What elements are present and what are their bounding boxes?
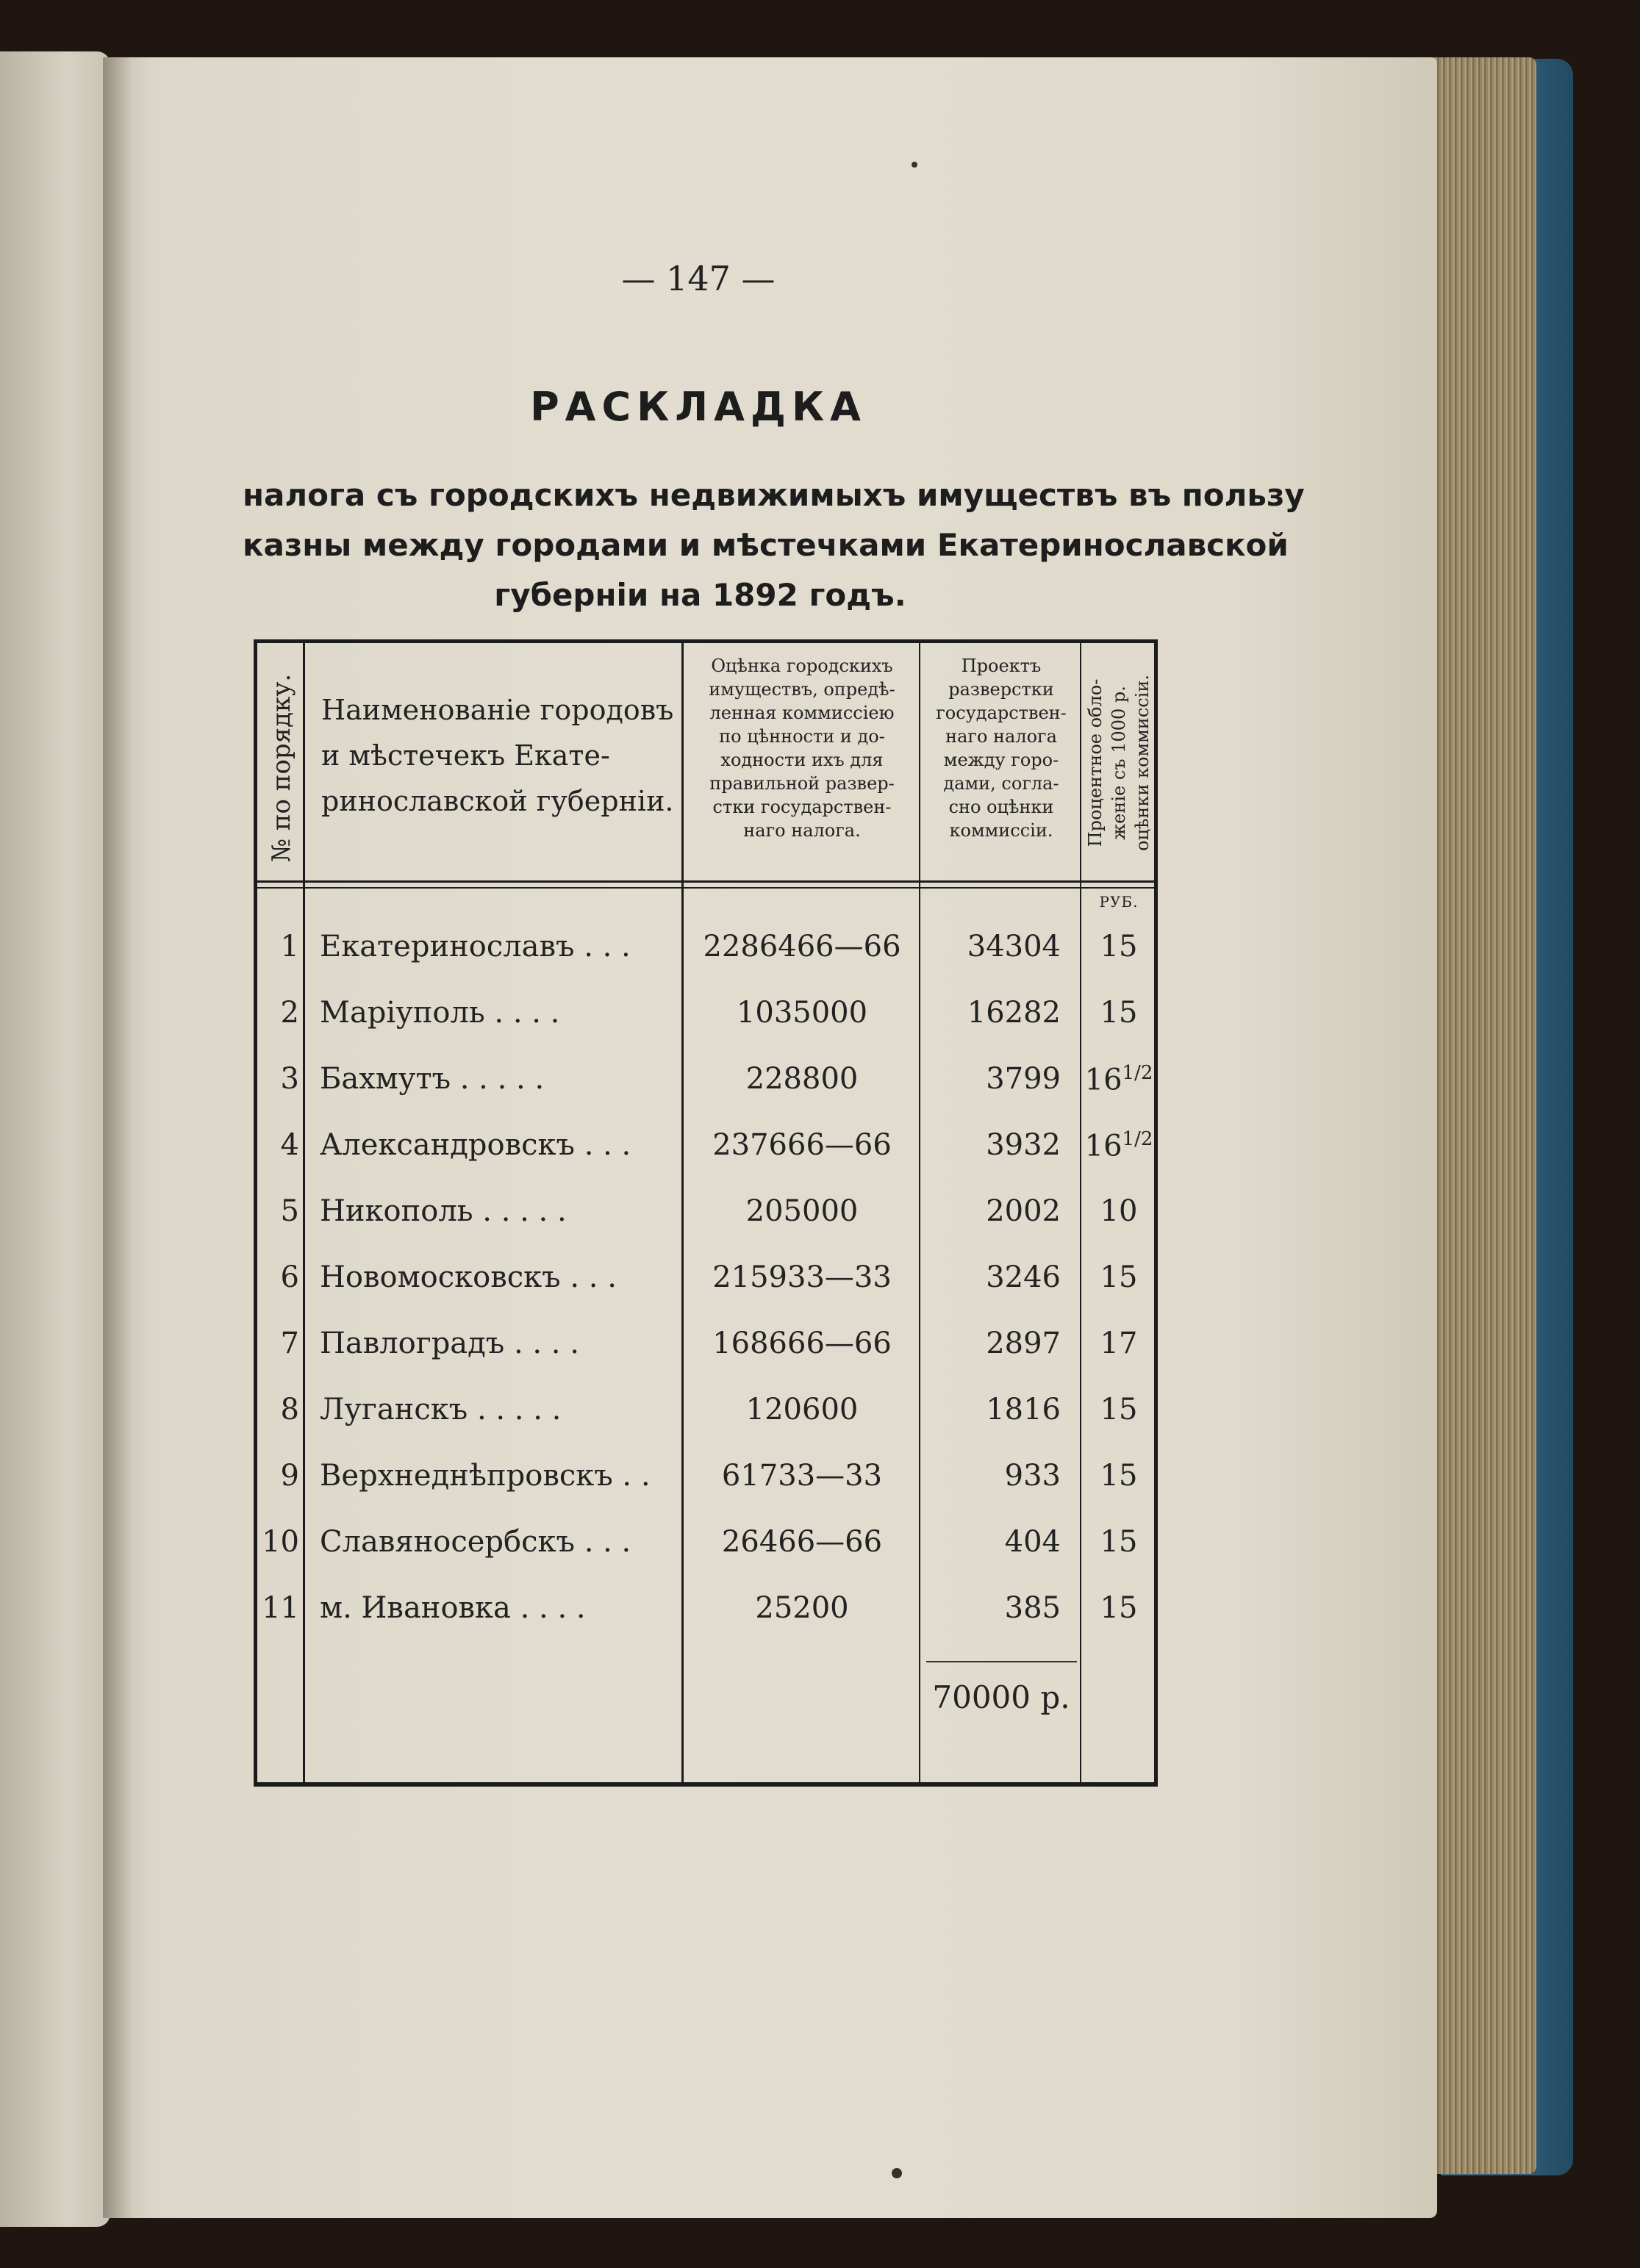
row-number: 3 (280, 1062, 299, 1096)
header-rule (254, 880, 1158, 883)
rate-value: 15 (1100, 1260, 1138, 1294)
page-edges (1422, 57, 1536, 2174)
city-name: Александровскъ . . . (320, 1128, 631, 1162)
subtitle-line: налога съ городскихъ недвижимыхъ имуществъ въ пользу (243, 477, 1305, 513)
city-name: Славяносербскъ . . . (320, 1525, 631, 1559)
page-subtitle (243, 470, 1305, 620)
rate-value: 15 (1100, 1393, 1138, 1427)
table-row (254, 1062, 1158, 1128)
left-page-edge (0, 51, 110, 2227)
table-bottom-border (254, 1782, 1158, 1787)
estimate-value: 120600 (745, 1393, 859, 1427)
project-value: 933 (1004, 1459, 1061, 1493)
project-value: 2897 (986, 1327, 1061, 1360)
rate-value: 10 (1100, 1194, 1138, 1228)
estimate-value: 26466—66 (721, 1525, 883, 1559)
estimate-value: 237666—66 (712, 1128, 892, 1162)
header-percent: Процентное обло- женіе съ 1000 р. оцѣнки коммиссіи. (1085, 674, 1153, 851)
page-number: — 147 — (621, 259, 776, 298)
row-number: 11 (262, 1591, 299, 1625)
project-value: 16282 (967, 996, 1061, 1030)
project-value: 385 (1004, 1591, 1061, 1625)
table-row (254, 1260, 1158, 1327)
estimate-value: 1035000 (736, 996, 868, 1030)
city-name: Маріуполь . . . . (320, 996, 560, 1030)
row-number: 10 (262, 1525, 299, 1559)
row-number: 2 (280, 996, 299, 1030)
estimate-value: 215933—33 (712, 1260, 892, 1294)
spine-shadow (103, 57, 132, 2218)
table-row (254, 1525, 1158, 1591)
page-title: РАСКЛАДКА (530, 384, 867, 430)
table-top-border (254, 639, 1158, 643)
row-number: 5 (280, 1194, 299, 1228)
table-row (254, 1194, 1158, 1260)
rate-value: $16^{1/2}$ (1084, 1128, 1153, 1163)
project-value: 3799 (986, 1062, 1061, 1096)
city-name: Бахмутъ . . . . . (320, 1062, 545, 1096)
total-value: 70000 р. (932, 1679, 1070, 1715)
estimate-value: 25200 (755, 1591, 849, 1625)
row-number: 6 (280, 1260, 299, 1294)
header-estimate: Оцѣнка городскихъ имуществъ, опредѣ- ленная коммиссіею по цѣнности и до- ходности ихъ для правильной развер- стки государствен- наго налога. (709, 656, 895, 841)
header-number: № по порядку. (266, 673, 296, 863)
row-number: 8 (280, 1393, 299, 1427)
table-row (254, 1459, 1158, 1525)
city-name: Никополь . . . . . (320, 1194, 567, 1228)
row-number: 4 (280, 1128, 299, 1162)
estimate-value: 168666—66 (712, 1327, 892, 1360)
estimate-value: 61733—33 (721, 1459, 883, 1493)
row-number: 9 (280, 1459, 299, 1493)
speck (912, 162, 917, 168)
city-name: Новомосковскъ . . . (320, 1260, 617, 1294)
rate-value: $16^{1/2}$ (1084, 1062, 1153, 1097)
estimate-value: 205000 (745, 1194, 859, 1228)
estimate-value: 228800 (745, 1062, 859, 1096)
unit-label: РУБ. (1099, 893, 1139, 911)
table-row (254, 996, 1158, 1062)
rate-value: 15 (1100, 996, 1138, 1030)
city-name: Павлоградъ . . . . (320, 1327, 579, 1360)
total-rule (926, 1661, 1077, 1662)
table-row (254, 930, 1158, 996)
row-number: 1 (280, 930, 299, 963)
estimate-value: 2286466—66 (703, 930, 901, 963)
city-name: Луганскъ . . . . . (320, 1393, 562, 1427)
subtitle-line: губерніи на 1892 годъ. (494, 577, 906, 613)
rate-value: 15 (1100, 1459, 1138, 1493)
project-value: 2002 (986, 1194, 1061, 1228)
table-row (254, 1327, 1158, 1393)
subtitle-line: казны между городами и мѣстечками Екатеринославской (243, 527, 1289, 563)
speck (892, 2168, 902, 2178)
project-value: 3246 (986, 1260, 1061, 1294)
city-name: Верхнеднѣпровскъ . . (320, 1459, 651, 1493)
city-name: Екатеринославъ . . . (320, 930, 631, 963)
table-row (254, 1591, 1158, 1657)
tax-table (254, 639, 1158, 1790)
project-value: 404 (1004, 1525, 1061, 1559)
header-name: Наименованіе городовъ и мѣстечекъ Екате- ринославской губерніи. (321, 694, 674, 817)
row-number: 7 (280, 1327, 299, 1360)
table-row (254, 1128, 1158, 1194)
project-value: 3932 (986, 1128, 1061, 1162)
rate-value: 17 (1100, 1327, 1138, 1360)
city-name: м. Ивановка . . . . (320, 1591, 586, 1625)
rate-value: 15 (1100, 1591, 1138, 1625)
project-value: 1816 (986, 1393, 1061, 1427)
rate-value: 15 (1100, 1525, 1138, 1559)
header-project: Проектъ разверстки государствен- наго налога между горо- дами, согла- сно оцѣнки коммиссіи. (936, 656, 1067, 841)
project-value: 34304 (967, 930, 1061, 963)
table-row (254, 1393, 1158, 1459)
rate-value: 15 (1100, 930, 1138, 963)
header-rule (254, 887, 1158, 889)
